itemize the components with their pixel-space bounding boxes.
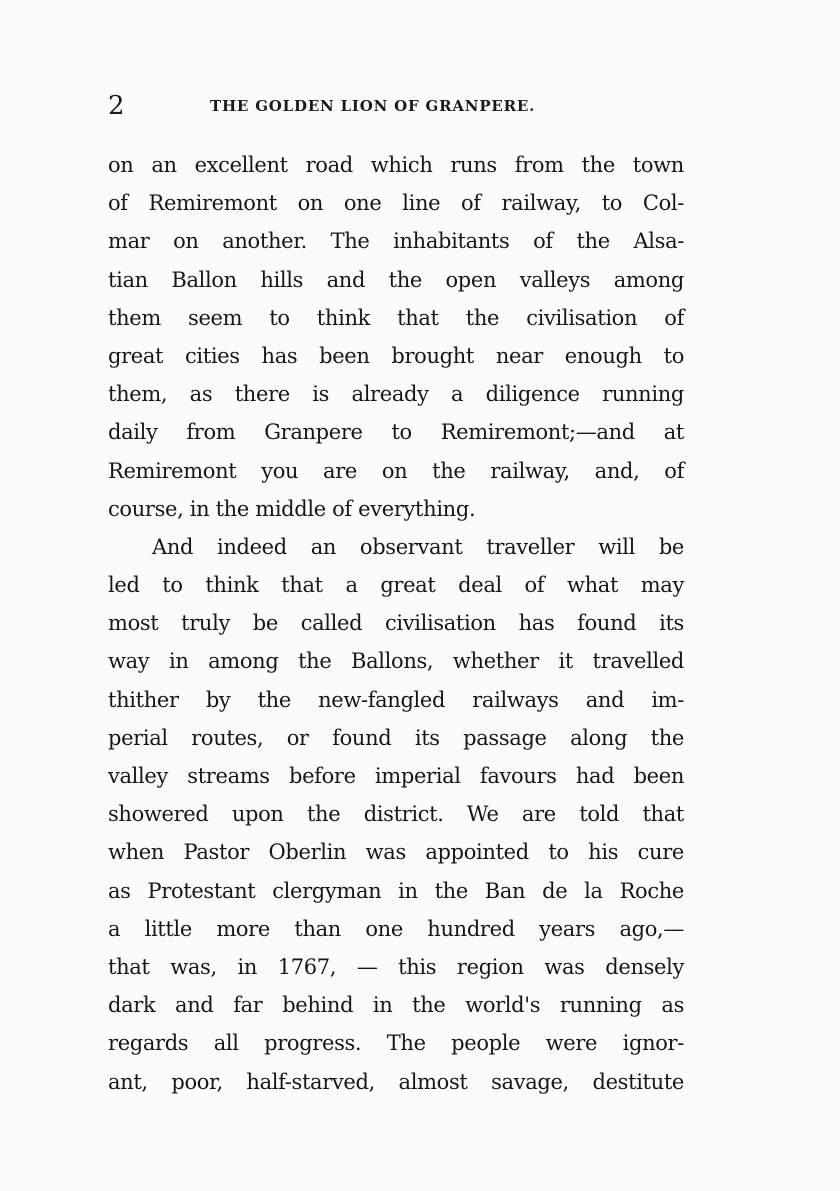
text-line: as Protestant clergyman in the Ban de la Roche: [108, 878, 684, 903]
page-number: 2: [108, 91, 125, 121]
text-line: thither by the new-fangled railways and im-: [108, 687, 684, 712]
paragraph: [108, 528, 684, 1101]
text-line: mar on another. The inhabitants of the Alsa-: [108, 229, 684, 254]
text-line: course, in the middle of everything.: [108, 496, 476, 521]
text-line: tian Ballon hills and the open valleys among: [108, 267, 684, 292]
text-line: showered upon the district. We are told that: [108, 802, 684, 827]
text-line: great cities has been brought near enough to: [108, 343, 684, 368]
page-header: [108, 88, 688, 124]
text-line: them seem to think that the civilisation of: [108, 305, 684, 330]
text-line: them, as there is already a diligence running: [108, 382, 684, 407]
text-line: valley streams before imperial favours had been: [108, 764, 684, 788]
paragraph: [108, 146, 684, 528]
text-line: dark and far behind in the world's running as: [108, 993, 684, 1018]
text-line: most truly be called civilisation has found its: [108, 611, 684, 636]
text-line: regards all progress. The people were ignor-: [108, 1031, 684, 1056]
body-text: [108, 146, 684, 1101]
text-line: a little more than one hundred years ago,—: [108, 916, 684, 941]
text-line: daily from Granpere to Remiremont;—and at: [108, 420, 684, 445]
text-line: of Remiremont on one line of railway, to Col-: [108, 191, 684, 216]
text-line: Remiremont you are on the railway, and, of: [108, 458, 684, 483]
text-line: that was, in 1767, — this region was densely: [108, 954, 684, 979]
text-line: led to think that a great deal of what may: [108, 573, 684, 598]
text-line: perial routes, or found its passage along the: [108, 725, 684, 750]
text-line: when Pastor Oberlin was appointed to his cure: [108, 840, 684, 865]
text-line: way in among the Ballons, whether it travelled: [108, 649, 684, 674]
text-line: And indeed an observant traveller will be: [152, 534, 684, 559]
text-line: ant, poor, half-starved, almost savage, destitute: [108, 1069, 684, 1094]
text-line: on an excellent road which runs from the town: [108, 153, 684, 177]
running-title: THE GOLDEN LION OF GRANPERE.: [210, 97, 536, 115]
